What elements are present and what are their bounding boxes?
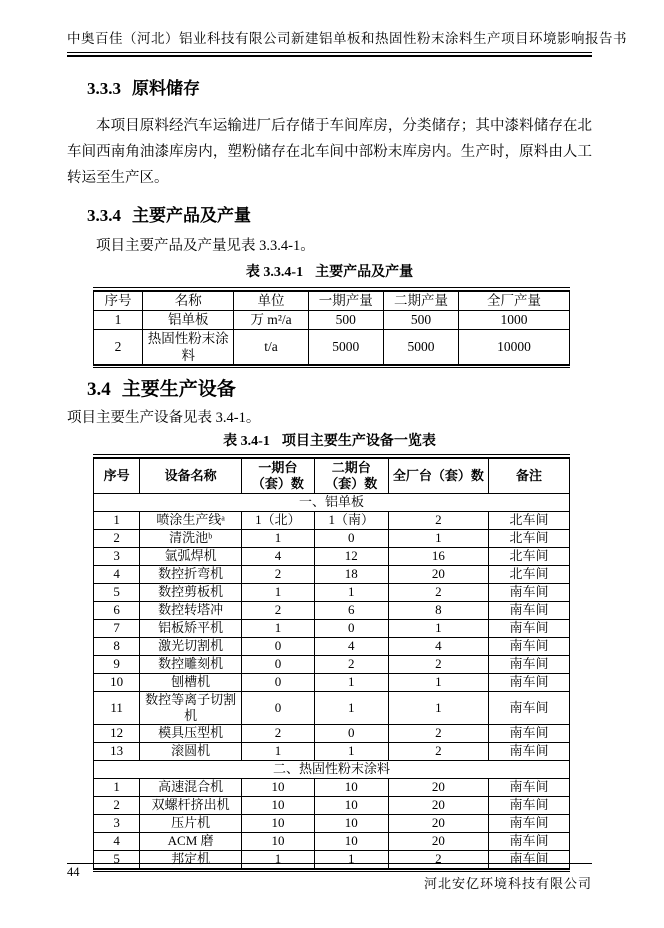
table-cell: 0 (242, 673, 315, 691)
table-group-title: 一、铝单板 (94, 493, 570, 511)
section-title: 主要生产设备 (121, 379, 236, 400)
column-header: 二期产量 (383, 291, 458, 311)
header-double-rule (67, 52, 592, 57)
table-cell: 10000 (459, 329, 570, 365)
table-cell: 20 (388, 565, 488, 583)
table-cell: 0 (314, 529, 388, 547)
table-cell: 南车间 (489, 655, 570, 673)
table-cell: 7 (94, 619, 140, 637)
table-cell: 南车间 (489, 691, 570, 724)
table2-caption (67, 432, 592, 450)
column-header: 单位 (234, 291, 308, 311)
table-cell: 南车间 (489, 583, 570, 601)
table-cell: 10 (314, 796, 388, 814)
table-cell: 10 (242, 814, 315, 832)
section-title: 主要产品及产量 (132, 206, 251, 225)
table-cell: t/a (234, 329, 308, 365)
column-header: 一期产量 (308, 291, 383, 311)
table1-caption-title: 主要产品及产量 (315, 263, 414, 279)
section-number: 3.4 (87, 379, 111, 400)
table-cell: 8 (94, 637, 140, 655)
table-cell: 1 (314, 673, 388, 691)
table-cell: 3 (94, 814, 140, 832)
table-cell: 2 (388, 655, 488, 673)
table-cell: 1（北） (242, 511, 315, 529)
column-header: 全厂台（套）数 (388, 458, 488, 494)
table-row (94, 547, 570, 565)
table-cell: 2 (388, 724, 488, 742)
column-header: 二期台（套）数 (314, 458, 388, 494)
table-row (94, 619, 570, 637)
table-cell: 1 (94, 310, 143, 329)
paragraph-equipment-ref: 项目主要生产设备见表 3.4-1。 (67, 410, 261, 426)
table-row (94, 583, 570, 601)
table-header-row (94, 458, 570, 494)
section-heading-3-3-3 (87, 78, 592, 99)
table-cell: 南车间 (489, 724, 570, 742)
table1-caption (67, 263, 592, 281)
table-cell: 数控折弯机 (140, 565, 242, 583)
table-cell: 4 (94, 565, 140, 583)
table-cell: 南车间 (489, 814, 570, 832)
table-cell: 2 (94, 796, 140, 814)
table-cell: 双螺杆挤出机 (140, 796, 242, 814)
table-cell: 激光切割机 (140, 637, 242, 655)
table-cell: 刨槽机 (140, 673, 242, 691)
table2-caption-title: 项目主要生产设备一览表 (281, 432, 436, 448)
table-cell: 2 (242, 565, 315, 583)
section-heading-3-4 (87, 378, 592, 401)
table-cell: 1 (242, 850, 315, 869)
table-cell: 5000 (383, 329, 458, 365)
table-cell: 10 (314, 778, 388, 796)
table-cell: 11 (94, 691, 140, 724)
table-row (94, 814, 570, 832)
table-cell: 南车间 (489, 850, 570, 869)
table-row (94, 565, 570, 583)
table-cell: 南车间 (489, 832, 570, 850)
column-header: 设备名称 (140, 458, 242, 494)
table-cell: 0 (242, 691, 315, 724)
table-cell: 8 (388, 601, 488, 619)
table-cell: 清洗池ᵇ (140, 529, 242, 547)
table-cell: 12 (314, 547, 388, 565)
table-cell: 南车间 (489, 673, 570, 691)
table-cell: 铝板矫平机 (140, 619, 242, 637)
products-table-wrapper (93, 287, 570, 368)
table-cell: 邦定机 (140, 850, 242, 869)
table-cell: 0 (314, 619, 388, 637)
table-group-title: 二、热固性粉末涂料 (94, 760, 570, 778)
table-cell: 1000 (459, 310, 570, 329)
column-header: 名称 (143, 291, 234, 311)
table-row (94, 601, 570, 619)
table-cell: 2 (388, 850, 488, 869)
table-cell: 1 (314, 583, 388, 601)
table-cell: 南车间 (489, 742, 570, 760)
table-cell: 2 (94, 329, 143, 365)
table-cell: 2 (314, 655, 388, 673)
table-row (94, 832, 570, 850)
table-cell: 2 (242, 601, 315, 619)
table-cell: 20 (388, 814, 488, 832)
table-cell: 氩弧焊机 (140, 547, 242, 565)
table-cell: 压片机 (140, 814, 242, 832)
page-number: 44 (67, 865, 80, 879)
table-cell: 0 (242, 637, 315, 655)
table-cell: 10 (314, 814, 388, 832)
table-row (94, 796, 570, 814)
section-number: 3.3.3 (87, 79, 121, 98)
table-cell: 4 (388, 637, 488, 655)
table-cell: 1 (388, 529, 488, 547)
table-cell: 2 (388, 583, 488, 601)
table-row (94, 310, 570, 329)
table-cell: 高速混合机 (140, 778, 242, 796)
footer-company: 河北安亿环境科技有限公司 (423, 876, 592, 891)
table-cell: 1（南） (314, 511, 388, 529)
table-cell: 18 (314, 565, 388, 583)
column-header: 序号 (94, 458, 140, 494)
table-cell: 500 (308, 310, 383, 329)
table-cell: 1 (314, 742, 388, 760)
table-header-row (94, 291, 570, 311)
section-title: 原料储存 (132, 79, 200, 98)
table-cell: 1 (388, 619, 488, 637)
table-row (94, 673, 570, 691)
equipment-table (93, 457, 570, 870)
table-cell: 4 (94, 832, 140, 850)
table-cell: 南车间 (489, 619, 570, 637)
table-cell: 南车间 (489, 637, 570, 655)
table-cell: 4 (242, 547, 315, 565)
table-cell: 10 (242, 796, 315, 814)
table-row (94, 511, 570, 529)
table2-caption-label: 表 3.4-1 (223, 434, 270, 449)
table-cell: 数控等离子切割机 (140, 691, 242, 724)
table-cell: 5 (94, 583, 140, 601)
table-cell: 数控雕刻机 (140, 655, 242, 673)
table-row (94, 529, 570, 547)
table-cell: 滚圆机 (140, 742, 242, 760)
table-cell: 1 (242, 583, 315, 601)
table-cell: 1 (388, 673, 488, 691)
equipment-table-wrapper (93, 454, 570, 872)
table-cell: 4 (314, 637, 388, 655)
paragraph-products-ref: 项目主要产品及产量见表 3.3.4-1。 (96, 238, 315, 254)
table-cell: 2 (388, 742, 488, 760)
table-cell: 2 (242, 724, 315, 742)
table-cell: 16 (388, 547, 488, 565)
page-content (67, 0, 627, 872)
table-cell: 10 (242, 778, 315, 796)
table-cell: 南车间 (489, 601, 570, 619)
table-row (94, 724, 570, 742)
section-number: 3.3.4 (87, 206, 121, 225)
table-cell: 北车间 (489, 511, 570, 529)
paragraph-storage: 本项目原料经汽车运输进厂后存储于车间库房，分类储存；其中漆料储存在北车间西南角油漆库房内，塑粉储存在北车间中部粉末库房内。生产时，原料由人工转运至生产区。 (67, 118, 592, 186)
table-cell: 北车间 (489, 529, 570, 547)
table-cell: 1 (242, 742, 315, 760)
table-cell: 1 (242, 619, 315, 637)
table-cell: 1 (314, 850, 388, 869)
table-cell: 1 (242, 529, 315, 547)
table-cell: 喷涂生产线ᵃ (140, 511, 242, 529)
column-header: 备注 (489, 458, 570, 494)
table-cell: 2 (94, 529, 140, 547)
table-cell: 5000 (308, 329, 383, 365)
table-row (94, 742, 570, 760)
table-cell: 南车间 (489, 796, 570, 814)
table-cell: 北车间 (489, 565, 570, 583)
table-cell: 6 (94, 601, 140, 619)
table-cell: 1 (94, 778, 140, 796)
table-cell: 6 (314, 601, 388, 619)
table-cell: 1 (314, 691, 388, 724)
running-header: 中奥百佳（河北）铝业科技有限公司新建铝单板和热固性粉末涂料生产项目环境影响报告书 (67, 31, 627, 46)
table-row (94, 637, 570, 655)
table-cell: 数控剪板机 (140, 583, 242, 601)
table-cell: 20 (388, 832, 488, 850)
column-header: 全厂产量 (459, 291, 570, 311)
table-row (94, 329, 570, 365)
table-cell: 3 (94, 547, 140, 565)
table-group-row (94, 493, 570, 511)
table-cell: 9 (94, 655, 140, 673)
table-cell: 0 (242, 655, 315, 673)
table-cell: 2 (388, 511, 488, 529)
table-cell: 南车间 (489, 778, 570, 796)
table-cell: 10 (94, 673, 140, 691)
table-cell: 模具压型机 (140, 724, 242, 742)
table1-caption-label: 表 3.3.4-1 (245, 265, 304, 280)
table-cell: 热固性粉末涂料 (143, 329, 234, 365)
section-heading-3-3-4 (87, 205, 592, 226)
table-group-row (94, 760, 570, 778)
table-cell: 铝单板 (143, 310, 234, 329)
table-cell: 5 (94, 850, 140, 869)
column-header: 一期台（套）数 (242, 458, 315, 494)
table-row (94, 691, 570, 724)
table-cell: 12 (94, 724, 140, 742)
column-header: 序号 (94, 291, 143, 311)
table-cell: 万 m²/a (234, 310, 308, 329)
table-cell: 13 (94, 742, 140, 760)
table-row (94, 655, 570, 673)
table-cell: ACM 磨 (140, 832, 242, 850)
table-cell: 1 (94, 511, 140, 529)
table-cell: 北车间 (489, 547, 570, 565)
table-cell: 10 (314, 832, 388, 850)
table-cell: 10 (242, 832, 315, 850)
table-cell: 数控转塔冲 (140, 601, 242, 619)
table-cell: 20 (388, 778, 488, 796)
table-row (94, 778, 570, 796)
page-footer (67, 863, 592, 892)
table-cell: 500 (383, 310, 458, 329)
table-cell: 0 (314, 724, 388, 742)
table-cell: 20 (388, 796, 488, 814)
products-table (93, 290, 570, 366)
table-cell: 1 (388, 691, 488, 724)
